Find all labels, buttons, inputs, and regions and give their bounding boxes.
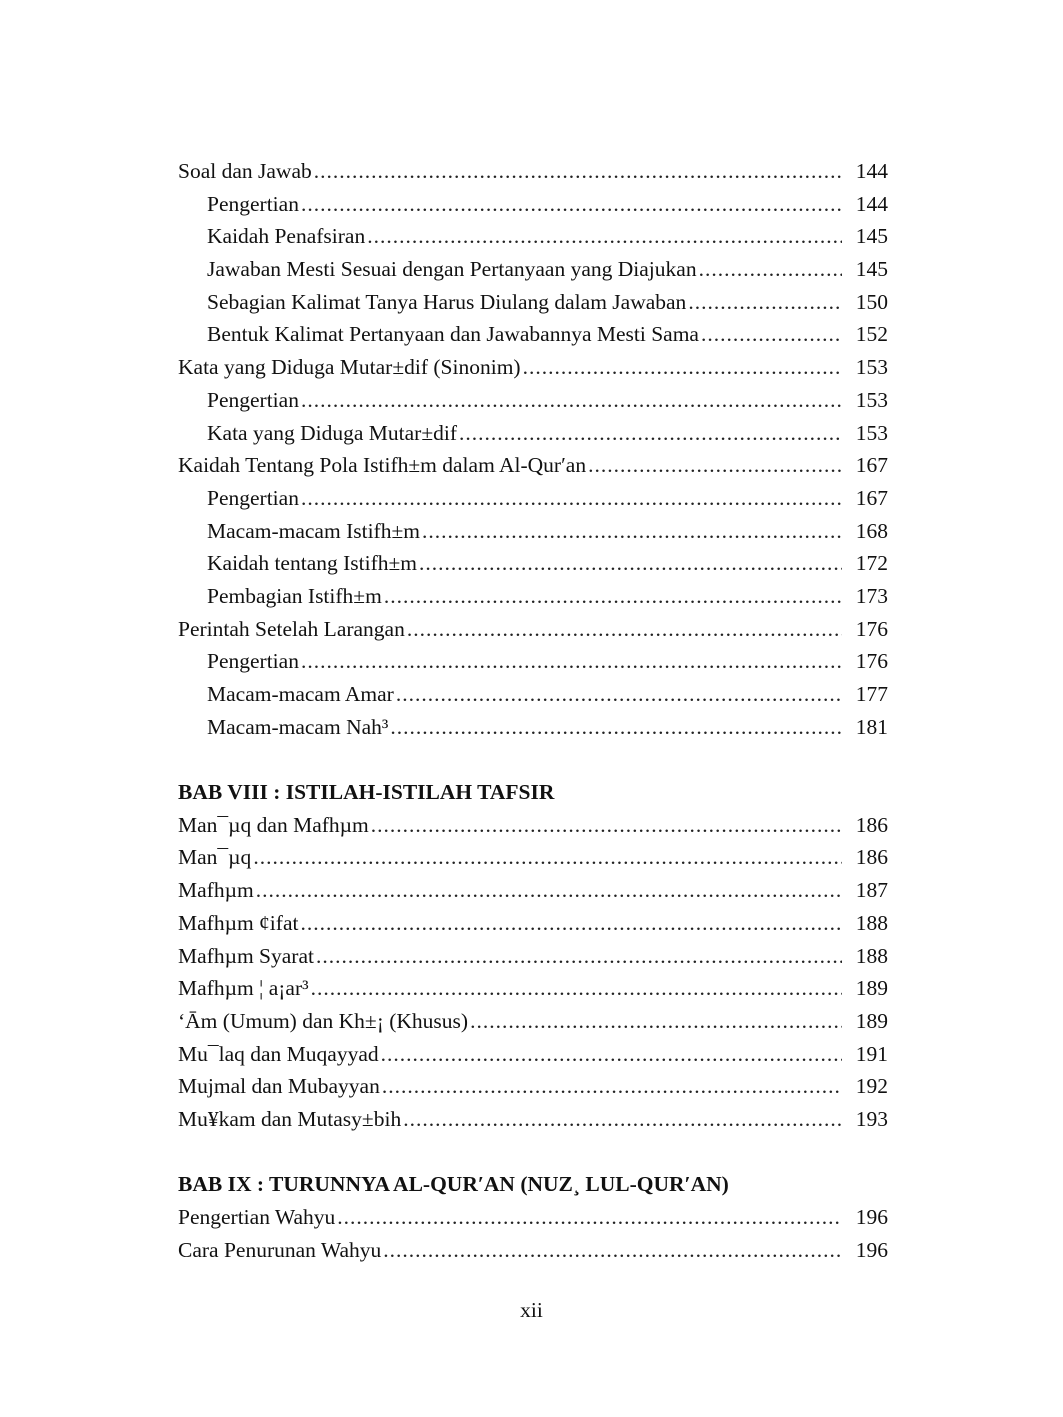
toc-entry[interactable] [178, 841, 888, 874]
dot-leader [390, 711, 842, 744]
toc-subentry[interactable] [178, 286, 888, 319]
dot-leader [588, 449, 842, 482]
toc-entry-page: 186 [855, 812, 888, 837]
toc-entry-page: 144 [855, 191, 888, 216]
toc-entry-label: Mafhµm [178, 878, 254, 903]
dot-leader [699, 253, 842, 286]
toc-entry-page: 173 [855, 583, 888, 608]
toc-entry-label: Man¯µq dan Mafhµm [178, 812, 369, 837]
toc-subentry[interactable] [178, 580, 888, 613]
toc-entry[interactable] [178, 1038, 888, 1071]
dot-leader [688, 286, 842, 319]
toc-subentry[interactable] [178, 220, 888, 253]
toc-entry-label: Macam-macam Nah³ [207, 714, 389, 739]
toc-subentry[interactable] [178, 384, 888, 417]
toc-entry-label: Perintah Setelah Larangan [178, 616, 405, 641]
toc-entry-page: 181 [855, 714, 888, 739]
toc-entry[interactable] [178, 907, 888, 940]
toc-entry-label: Bentuk Kalimat Pertanyaan dan Jawabannya Mesti Sama [207, 322, 699, 347]
toc-entry-page: 188 [855, 910, 888, 935]
dot-leader [403, 1103, 842, 1136]
toc-entry-page: 145 [855, 257, 888, 282]
toc-entry[interactable] [178, 613, 888, 646]
toc-entry-page: 145 [855, 224, 888, 249]
toc-entry-page: 144 [855, 159, 888, 183]
toc-entry-page: 168 [855, 518, 888, 543]
dot-leader [256, 874, 842, 907]
toc-entry-label: Mafhµm ¦ a¡ar³ [178, 976, 309, 1001]
toc-subentry[interactable] [178, 711, 888, 744]
toc-entry-label: Cara Penurunan Wahyu [178, 1237, 382, 1262]
chapter-heading: BAB VIII : ISTILAH-ISTILAH TAFSIR [178, 780, 555, 805]
toc-subentry[interactable] [178, 188, 888, 221]
dot-leader [301, 645, 842, 678]
toc-entry-label: Soal dan Jawab [178, 159, 312, 183]
toc-entry-page: 177 [855, 682, 888, 706]
toc-entry[interactable] [178, 1005, 888, 1038]
chapter-heading: BAB IX : TURUNNYA AL-QUR′AN (NUZ¸ LUL-QUR′AN) [178, 1172, 729, 1197]
toc-entry[interactable] [178, 1103, 888, 1136]
toc-entry[interactable] [178, 1070, 888, 1103]
toc-entry-page: 172 [855, 551, 888, 576]
dot-leader [314, 155, 842, 188]
toc-entry-page: 176 [855, 649, 888, 674]
toc-entry[interactable] [178, 940, 888, 973]
toc-subentry[interactable] [178, 318, 888, 351]
toc-entry-label: Mafhµm ¢ifat [178, 910, 299, 935]
toc-entry-label: Sebagian Kalimat Tanya Harus Diulang dalam Jawaban [207, 289, 687, 314]
toc-entry-page: 186 [855, 845, 888, 870]
dot-leader [459, 417, 842, 450]
toc-entry[interactable] [178, 972, 888, 1005]
toc-entry-label: Mujmal dan Mubayyan [178, 1074, 380, 1099]
toc-entry-label: Pengertian [207, 191, 299, 216]
dot-leader [367, 220, 842, 253]
toc-entry[interactable] [178, 155, 888, 188]
dot-leader [301, 188, 842, 221]
dot-leader [301, 482, 842, 515]
toc-entry-label: Mafhµm Syarat [178, 943, 314, 968]
toc-entry-page: 187 [855, 878, 888, 903]
toc-entry-label: Pembagian Istifh±m [207, 583, 382, 608]
toc-entry-page: 196 [855, 1205, 888, 1229]
toc-entry-label: Pengertian [207, 485, 299, 510]
toc-entry-label: Jawaban Mesti Sesuai dengan Pertanyaan yang Diajukan [207, 257, 697, 282]
toc-entry-page: 193 [855, 1106, 888, 1131]
dot-leader [384, 580, 842, 613]
toc-entry-page: 191 [855, 1041, 888, 1066]
dot-leader [301, 384, 842, 417]
toc-entry-label: Macam-macam Amar [207, 682, 394, 706]
toc-entry-page: 192 [855, 1074, 888, 1099]
toc-entry[interactable] [178, 449, 888, 482]
dot-leader [383, 1234, 842, 1267]
toc-subentry[interactable] [178, 515, 888, 548]
toc-entry-label: Mu¯laq dan Muqayyad [178, 1041, 379, 1066]
toc-entry-page: 189 [855, 976, 888, 1001]
toc-entry[interactable] [178, 1234, 888, 1267]
toc-subentry[interactable] [178, 482, 888, 515]
toc-entry-page: 176 [855, 616, 888, 641]
dot-leader [311, 972, 842, 1005]
toc-entry-label: Macam-macam Istifh±m [207, 518, 420, 543]
dot-leader [381, 1038, 842, 1071]
toc-entry[interactable] [178, 1201, 888, 1234]
dot-leader [382, 1070, 842, 1103]
toc-entry-page: 196 [855, 1237, 888, 1262]
toc-entry-page: 167 [855, 453, 888, 478]
dot-leader [253, 841, 842, 874]
toc-subentry[interactable] [178, 645, 888, 678]
toc-entry-label: Kata yang Diduga Mutar±dif (Sinonim) [178, 355, 521, 380]
toc-entry-label: Pengertian [207, 649, 299, 674]
toc-entry-page: 189 [855, 1008, 888, 1033]
dot-leader [337, 1201, 842, 1234]
toc-entry-label: Pengertian Wahyu [178, 1205, 336, 1229]
dot-leader [371, 809, 842, 842]
toc-subentry[interactable] [178, 253, 888, 286]
dot-leader [396, 678, 842, 711]
dot-leader [419, 547, 842, 580]
toc-entry-page: 167 [855, 485, 888, 510]
dot-leader [470, 1005, 842, 1038]
toc-entry[interactable] [178, 809, 888, 842]
toc-subentry[interactable] [178, 547, 888, 580]
toc-entry[interactable] [178, 874, 888, 907]
toc-entry-page: 153 [855, 355, 888, 380]
table-of-contents [178, 155, 888, 1266]
toc-entry[interactable] [178, 351, 888, 384]
toc-entry-page: 153 [855, 387, 888, 412]
dot-leader [407, 613, 842, 646]
dot-leader [523, 351, 842, 384]
dot-leader [300, 907, 842, 940]
toc-entry-label: Kaidah tentang Istifh±m [207, 551, 418, 576]
dot-leader [701, 318, 842, 351]
toc-subentry[interactable] [178, 678, 888, 711]
dot-leader [422, 515, 842, 548]
page-number: xii [520, 1298, 543, 1322]
toc-entry-label: Pengertian [207, 387, 299, 412]
toc-entry-page: 152 [855, 322, 888, 347]
dot-leader [316, 940, 842, 973]
toc-entry-label: Kaidah Penafsiran [207, 224, 366, 249]
toc-entry-label: ‘Ām (Umum) dan Kh±¡ (Khusus) [178, 1008, 469, 1033]
toc-entry-label: Man¯µq [178, 845, 252, 870]
toc-entry-label: Kaidah Tentang Pola Istifh±m dalam Al-Qur′an [178, 453, 587, 478]
toc-entry-page: 153 [855, 420, 888, 445]
toc-entry-page: 150 [855, 289, 888, 314]
toc-entry-label: Mu¥kam dan Mutasy±bih [178, 1106, 402, 1131]
toc-entry-page: 188 [855, 943, 888, 968]
toc-subentry[interactable] [178, 417, 888, 450]
toc-entry-label: Kata yang Diduga Mutar±dif [207, 420, 458, 445]
